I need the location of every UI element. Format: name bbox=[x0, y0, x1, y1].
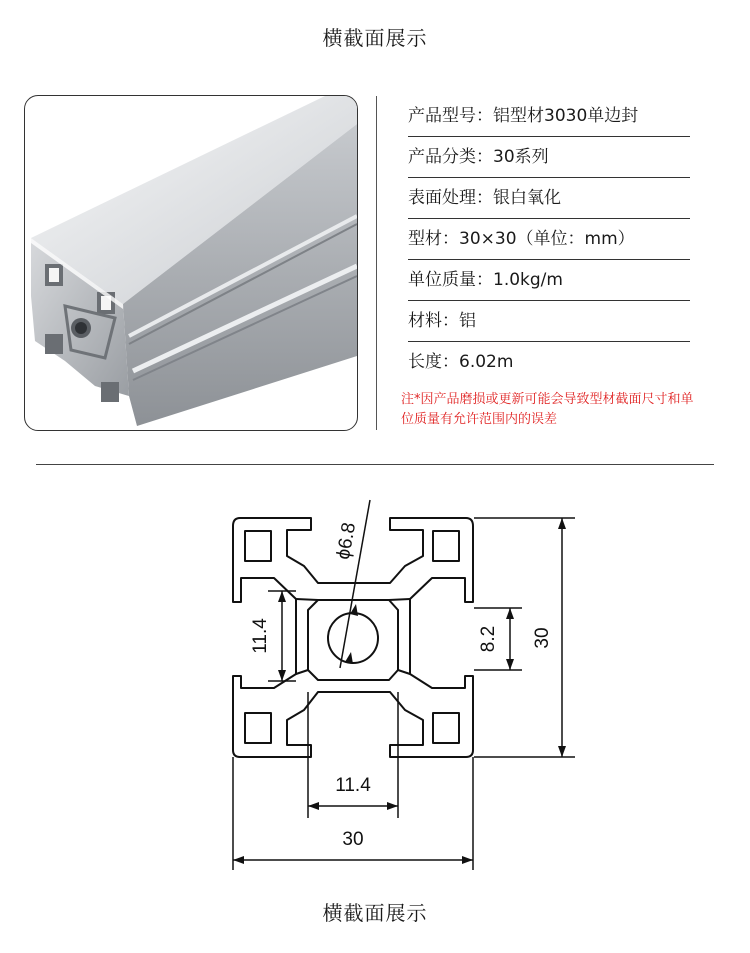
spec-value: 银白氧化 bbox=[493, 188, 561, 208]
height-dim-label: 30 bbox=[532, 627, 553, 649]
spec-list bbox=[408, 96, 690, 382]
center-hole bbox=[328, 613, 378, 663]
corner-slot bbox=[433, 531, 459, 561]
spec-label: 表面处理： bbox=[408, 188, 493, 208]
disclaimer-note: 注*因产品磨损或更新可能会导致型材截面尺寸和单位质量有允许范围内的误差 bbox=[401, 392, 694, 427]
spec-value: 1.0kg/m bbox=[493, 270, 563, 290]
spec-value: 铝型材3030单边封 bbox=[493, 106, 639, 126]
width-dim-label: 30 bbox=[342, 829, 364, 850]
hole-dim-label: ϕ6.8 bbox=[333, 520, 361, 562]
spec-row-category bbox=[408, 137, 690, 178]
spec-row-unit-weight bbox=[408, 260, 690, 301]
cross-section-drawing bbox=[0, 466, 750, 886]
spec-row-model bbox=[408, 96, 690, 137]
left-dim-label: 11.4 bbox=[250, 618, 271, 654]
product-photo bbox=[24, 95, 358, 431]
vertical-divider bbox=[376, 96, 377, 430]
top-title: 横截面展示 bbox=[322, 26, 428, 50]
spec-label: 产品分类： bbox=[408, 147, 493, 167]
spec-label: 材料： bbox=[408, 311, 459, 331]
spec-value: 6.02m bbox=[459, 352, 514, 372]
spec-label: 型材： bbox=[408, 229, 459, 249]
aluminum-profile-image bbox=[25, 96, 357, 430]
spec-label: 单位质量： bbox=[408, 270, 493, 290]
spec-value: 铝 bbox=[459, 311, 476, 331]
corner-slot bbox=[245, 531, 271, 561]
spec-row-surface bbox=[408, 178, 690, 219]
spec-value: 30系列 bbox=[493, 147, 549, 167]
corner-slot bbox=[245, 713, 271, 743]
horizontal-divider bbox=[36, 464, 714, 465]
spec-label: 长度： bbox=[408, 352, 459, 372]
spec-row-profile bbox=[408, 219, 690, 260]
spec-label: 产品型号： bbox=[408, 106, 493, 126]
right-inner-dim-label: 8.2 bbox=[478, 625, 499, 653]
corner-slot bbox=[433, 713, 459, 743]
spec-value: 30×30（单位：mm） bbox=[459, 229, 635, 249]
spec-row-length bbox=[408, 342, 690, 382]
bottom-inner-dim-label: 11.4 bbox=[335, 775, 371, 796]
bottom-title: 横截面展示 bbox=[322, 901, 428, 925]
spec-row-material bbox=[408, 301, 690, 342]
